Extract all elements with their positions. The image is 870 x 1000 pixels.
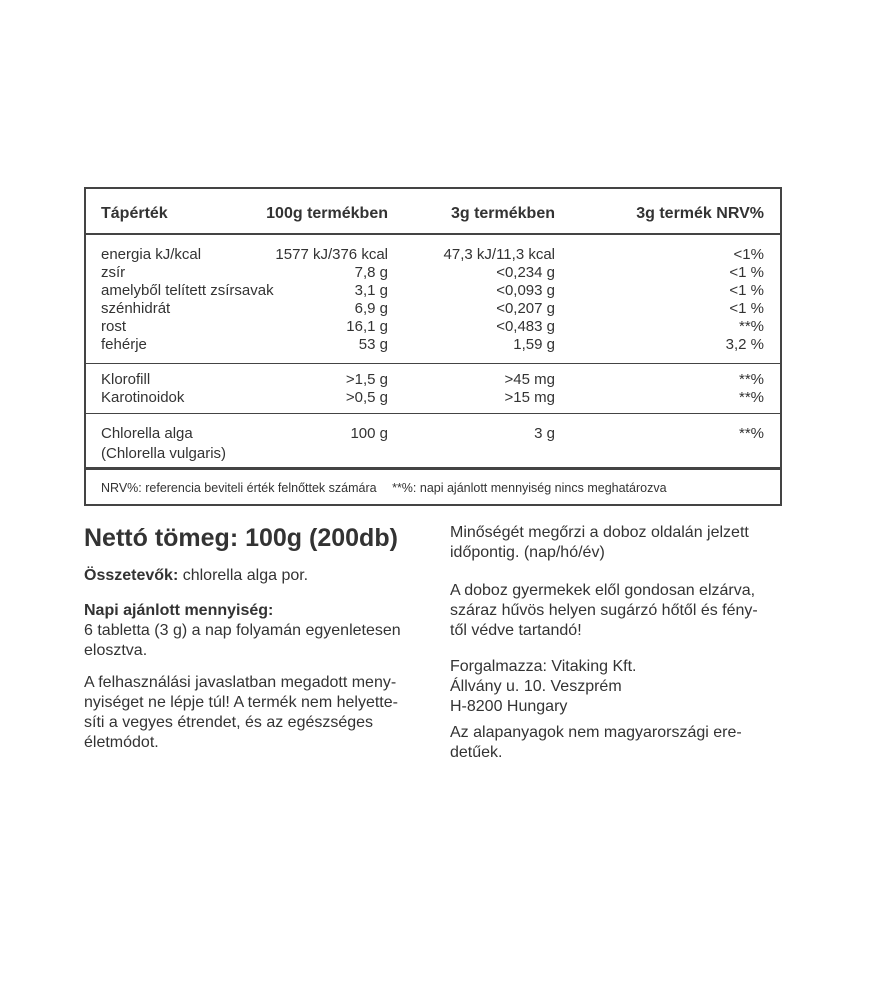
nutrient-name: szénhidrát <box>101 300 171 317</box>
best-before-line: időpontig. (nap/hó/év) <box>450 544 605 561</box>
left-column <box>84 523 420 753</box>
warning-line: életmódot. <box>84 734 159 751</box>
value-nrv: **% <box>738 318 764 335</box>
nutrient-name: rost <box>101 318 127 335</box>
value-per-3g: 1,59 g <box>513 336 555 353</box>
value-per-3g: <0,093 g <box>496 282 555 299</box>
value-per-3g: <0,234 g <box>496 264 555 281</box>
value-per-100g: >0,5 g <box>345 389 388 406</box>
value-nrv: <1 % <box>729 300 764 317</box>
distributor-text <box>450 657 786 717</box>
nutrient-name: Karotinoidok <box>101 389 185 406</box>
best-before-line: Minőségét megőrzi a doboz oldalán jelzett <box>450 524 749 541</box>
value-nrv: <1% <box>733 246 764 263</box>
header-divider <box>86 233 780 235</box>
value-per-3g: >45 mg <box>504 371 555 388</box>
value-per-100g: 3,1 g <box>354 282 388 299</box>
nutrient-name: Klorofill <box>101 371 151 388</box>
ingredients-line <box>84 566 420 586</box>
best-before-text <box>450 523 786 563</box>
storage-line: től védve tartandó! <box>450 622 582 639</box>
value-per-100g: >1,5 g <box>345 371 388 388</box>
storage-line: A doboz gyermekek elől gondosan elzárva, <box>450 582 756 599</box>
header-per-3g: 3g termékben <box>450 205 555 222</box>
value-per-3g: 47,3 kJ/11,3 kcal <box>443 246 555 263</box>
header-per-100g: 100g termékben <box>266 205 388 222</box>
origin-line: detűek. <box>450 744 503 761</box>
ingredient-name-line1: Chlorella alga <box>101 425 193 442</box>
section-divider <box>86 363 780 364</box>
value-nrv: **% <box>738 425 764 442</box>
value-per-3g: <0,483 g <box>496 318 555 335</box>
value-per-100g: 100 g <box>350 425 388 442</box>
right-column <box>450 523 786 763</box>
ingredients-value: chlorella alga por. <box>178 567 309 584</box>
value-per-100g: 6,9 g <box>354 300 388 317</box>
dose-line: elosztva. <box>84 642 148 659</box>
section-divider <box>86 413 780 414</box>
nutrient-name: fehérje <box>101 336 147 353</box>
warning-text <box>84 673 420 753</box>
storage-line: száraz hűvös helyen sugárzó hőtől és fény- <box>450 602 758 619</box>
distributor-line: Forgalmazza: Vitaking Kft. <box>450 658 637 675</box>
warning-line: síti a vegyes étrendet, és az egészséges <box>84 714 374 731</box>
footnote-nrv: NRV%: referencia beviteli érték felnőttek számára <box>101 481 377 495</box>
value-nrv: 3,2 % <box>725 336 764 353</box>
value-per-100g: 7,8 g <box>354 264 388 281</box>
value-nrv: **% <box>738 371 764 388</box>
value-per-100g: 1577 kJ/376 kcal <box>275 246 388 263</box>
ingredients-label: Összetevők: <box>84 567 179 584</box>
nutrition-table <box>84 187 782 506</box>
value-per-3g: <0,207 g <box>496 300 555 317</box>
footnote-stars: **%: napi ajánlott mennyiség nincs meghatározva <box>392 481 667 495</box>
ingredient-name-line2: (Chlorella vulgaris) <box>101 445 227 462</box>
nutrient-name: amelyből telített zsírsavak <box>101 282 274 299</box>
warning-line: nyiséget ne lépje túl! A termék nem helyette- <box>84 694 398 711</box>
header-nrv: 3g termék NRV% <box>636 205 764 222</box>
origin-text <box>450 723 786 763</box>
value-per-3g: >15 mg <box>504 389 555 406</box>
value-nrv: <1 % <box>729 282 764 299</box>
dose-label: Napi ajánlott mennyiség: <box>84 602 274 619</box>
distributor-line: H-8200 Hungary <box>450 698 568 715</box>
header-nutrient: Tápérték <box>101 205 168 222</box>
distributor-line: Állvány u. 10. Veszprém <box>450 678 622 695</box>
value-per-3g: 3 g <box>534 425 555 442</box>
value-per-100g: 16,1 g <box>346 318 388 335</box>
origin-line: Az alapanyagok nem magyarországi ere- <box>450 724 742 741</box>
nutrient-name: zsír <box>101 264 126 281</box>
value-nrv: <1 % <box>729 264 764 281</box>
storage-text <box>450 581 786 641</box>
table-footnote <box>101 481 667 495</box>
net-weight-title: Nettó tömeg: 100g (200db) <box>84 524 398 552</box>
nutrient-name: energia kJ/kcal <box>101 246 202 263</box>
warning-line: A felhasználási javaslatban megadott meny- <box>84 674 397 691</box>
value-per-100g: 53 g <box>358 336 388 353</box>
value-nrv: **% <box>738 389 764 406</box>
ingredient-name <box>101 424 226 464</box>
dose-line: 6 tabletta (3 g) a nap folyamán egyenletesen <box>84 622 401 639</box>
footer-divider <box>86 467 780 470</box>
